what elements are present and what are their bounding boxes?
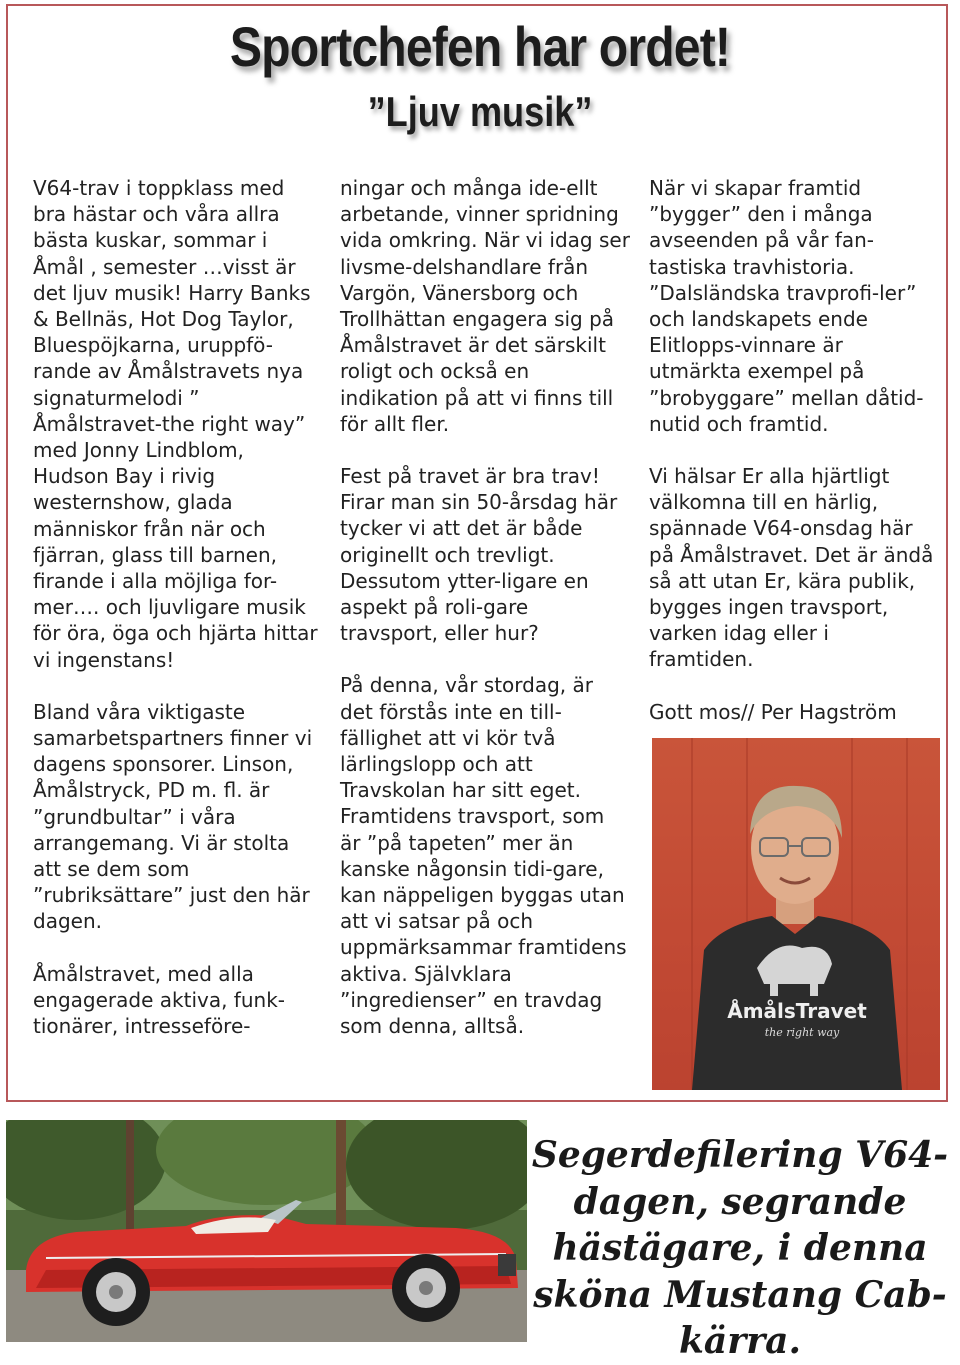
shirt-logo-text: ÅmålsTravet bbox=[727, 999, 867, 1023]
mustang-illustration bbox=[6, 1120, 527, 1342]
paragraph: När vi skapar framtid ”bygger” den i många avseenden på vår fan-tastiska travhistoria. ”Dalsländska travprofi-ler” och landskapets ende Elitlopps-vinnare är utmärkta exempel på ”brobyggare” mellan dåtid-nutid och framtid. bbox=[649, 176, 924, 436]
text-column-1 bbox=[33, 175, 323, 1065]
photo-caption: Segerdefilering V64-dagen, segrande hästägare, i denna sköna Mustang Cab-kärra. bbox=[531, 1134, 949, 1362]
portrait-illustration bbox=[652, 738, 940, 1090]
paragraph: Bland våra viktigaste samarbetspartners finner vi dagens sponsorer. Linson, Åmålstryck, PD m. fl. är ”grundbultar” i våra arrangemang. Vi är stolta att se dem som ”rubriksättare” just den här dagen. bbox=[33, 699, 313, 934]
paragraph: ningar och många ide-ellt arbetande, vinner spridning vida omkring. När vi idag ser livsme-delshandlare från Vargön, Vänersborg och Trollhättan engagera sig på Åmålstravet är det särskilt roligt och också en indikation på att vi finns till för allt fler. bbox=[340, 176, 630, 436]
signature: Gott mos// Per Hagström bbox=[649, 699, 897, 724]
page-title: Sportchefen har ordet! bbox=[229, 15, 731, 78]
paragraph: På denna, vår stordag, är det förstås inte en till-fällighet att vi kör två lärlingslopp och att Travskolan har sitt eget. Framtidens travsport, som är ”på tapeten” mer än kanske någonsin tidi-gare, kan näppeligen byggas utan att vi satsar på och uppmärksammar framtidens aktiva. Självklara ”ingredienser” en travdag som denna, alltså. bbox=[340, 673, 627, 1039]
paragraph: Fest på travet är bra trav! Firar man sin 50-årsdag här tycker vi att det är både originellt och trevligt. Dessutom ytter-ligare en aspekt på roli-gare travsport, eller hur? bbox=[340, 464, 618, 646]
paragraph: V64-trav i toppklass med bra hästar och våra allra bästa kuskar, sommar i Åmål , semester …visst är det ljuv musik! Harry Banks & Bellnäs, Hot Dog Taylor, Bluespöjkarna, uruppfö-rande av Åmålstravets nya signaturmelodi ” Åmålstravet-the right way” med Jonny Lindblom, Hudson Bay i rivig westernshow, glada människor från när och fjärran, glass till barnen, firande i alla möjliga for-mer…. och ljuvligare musik för öra, öga och hjärta hittar vi ingenstans! bbox=[33, 176, 318, 672]
car-photo bbox=[6, 1120, 527, 1342]
text-column-3 bbox=[649, 175, 939, 751]
page-subtitle: ”Ljuv musik” bbox=[367, 88, 593, 135]
shirt-tagline-text: the right way bbox=[764, 1026, 840, 1039]
portrait-photo bbox=[652, 738, 940, 1090]
paragraph: Vi hälsar Er alla hjärtligt välkomna till en härlig, spännade V64-onsdag här på Åmålstravet. Det är ändå så att utan Er, kära publik, bygges ingen travsport, varken idag eller i framtiden. bbox=[649, 464, 934, 672]
paragraph: Åmålstravet, med alla engagerade aktiva, funk-tionärer, intresseföre- bbox=[33, 961, 286, 1039]
text-column-2 bbox=[340, 175, 630, 1065]
